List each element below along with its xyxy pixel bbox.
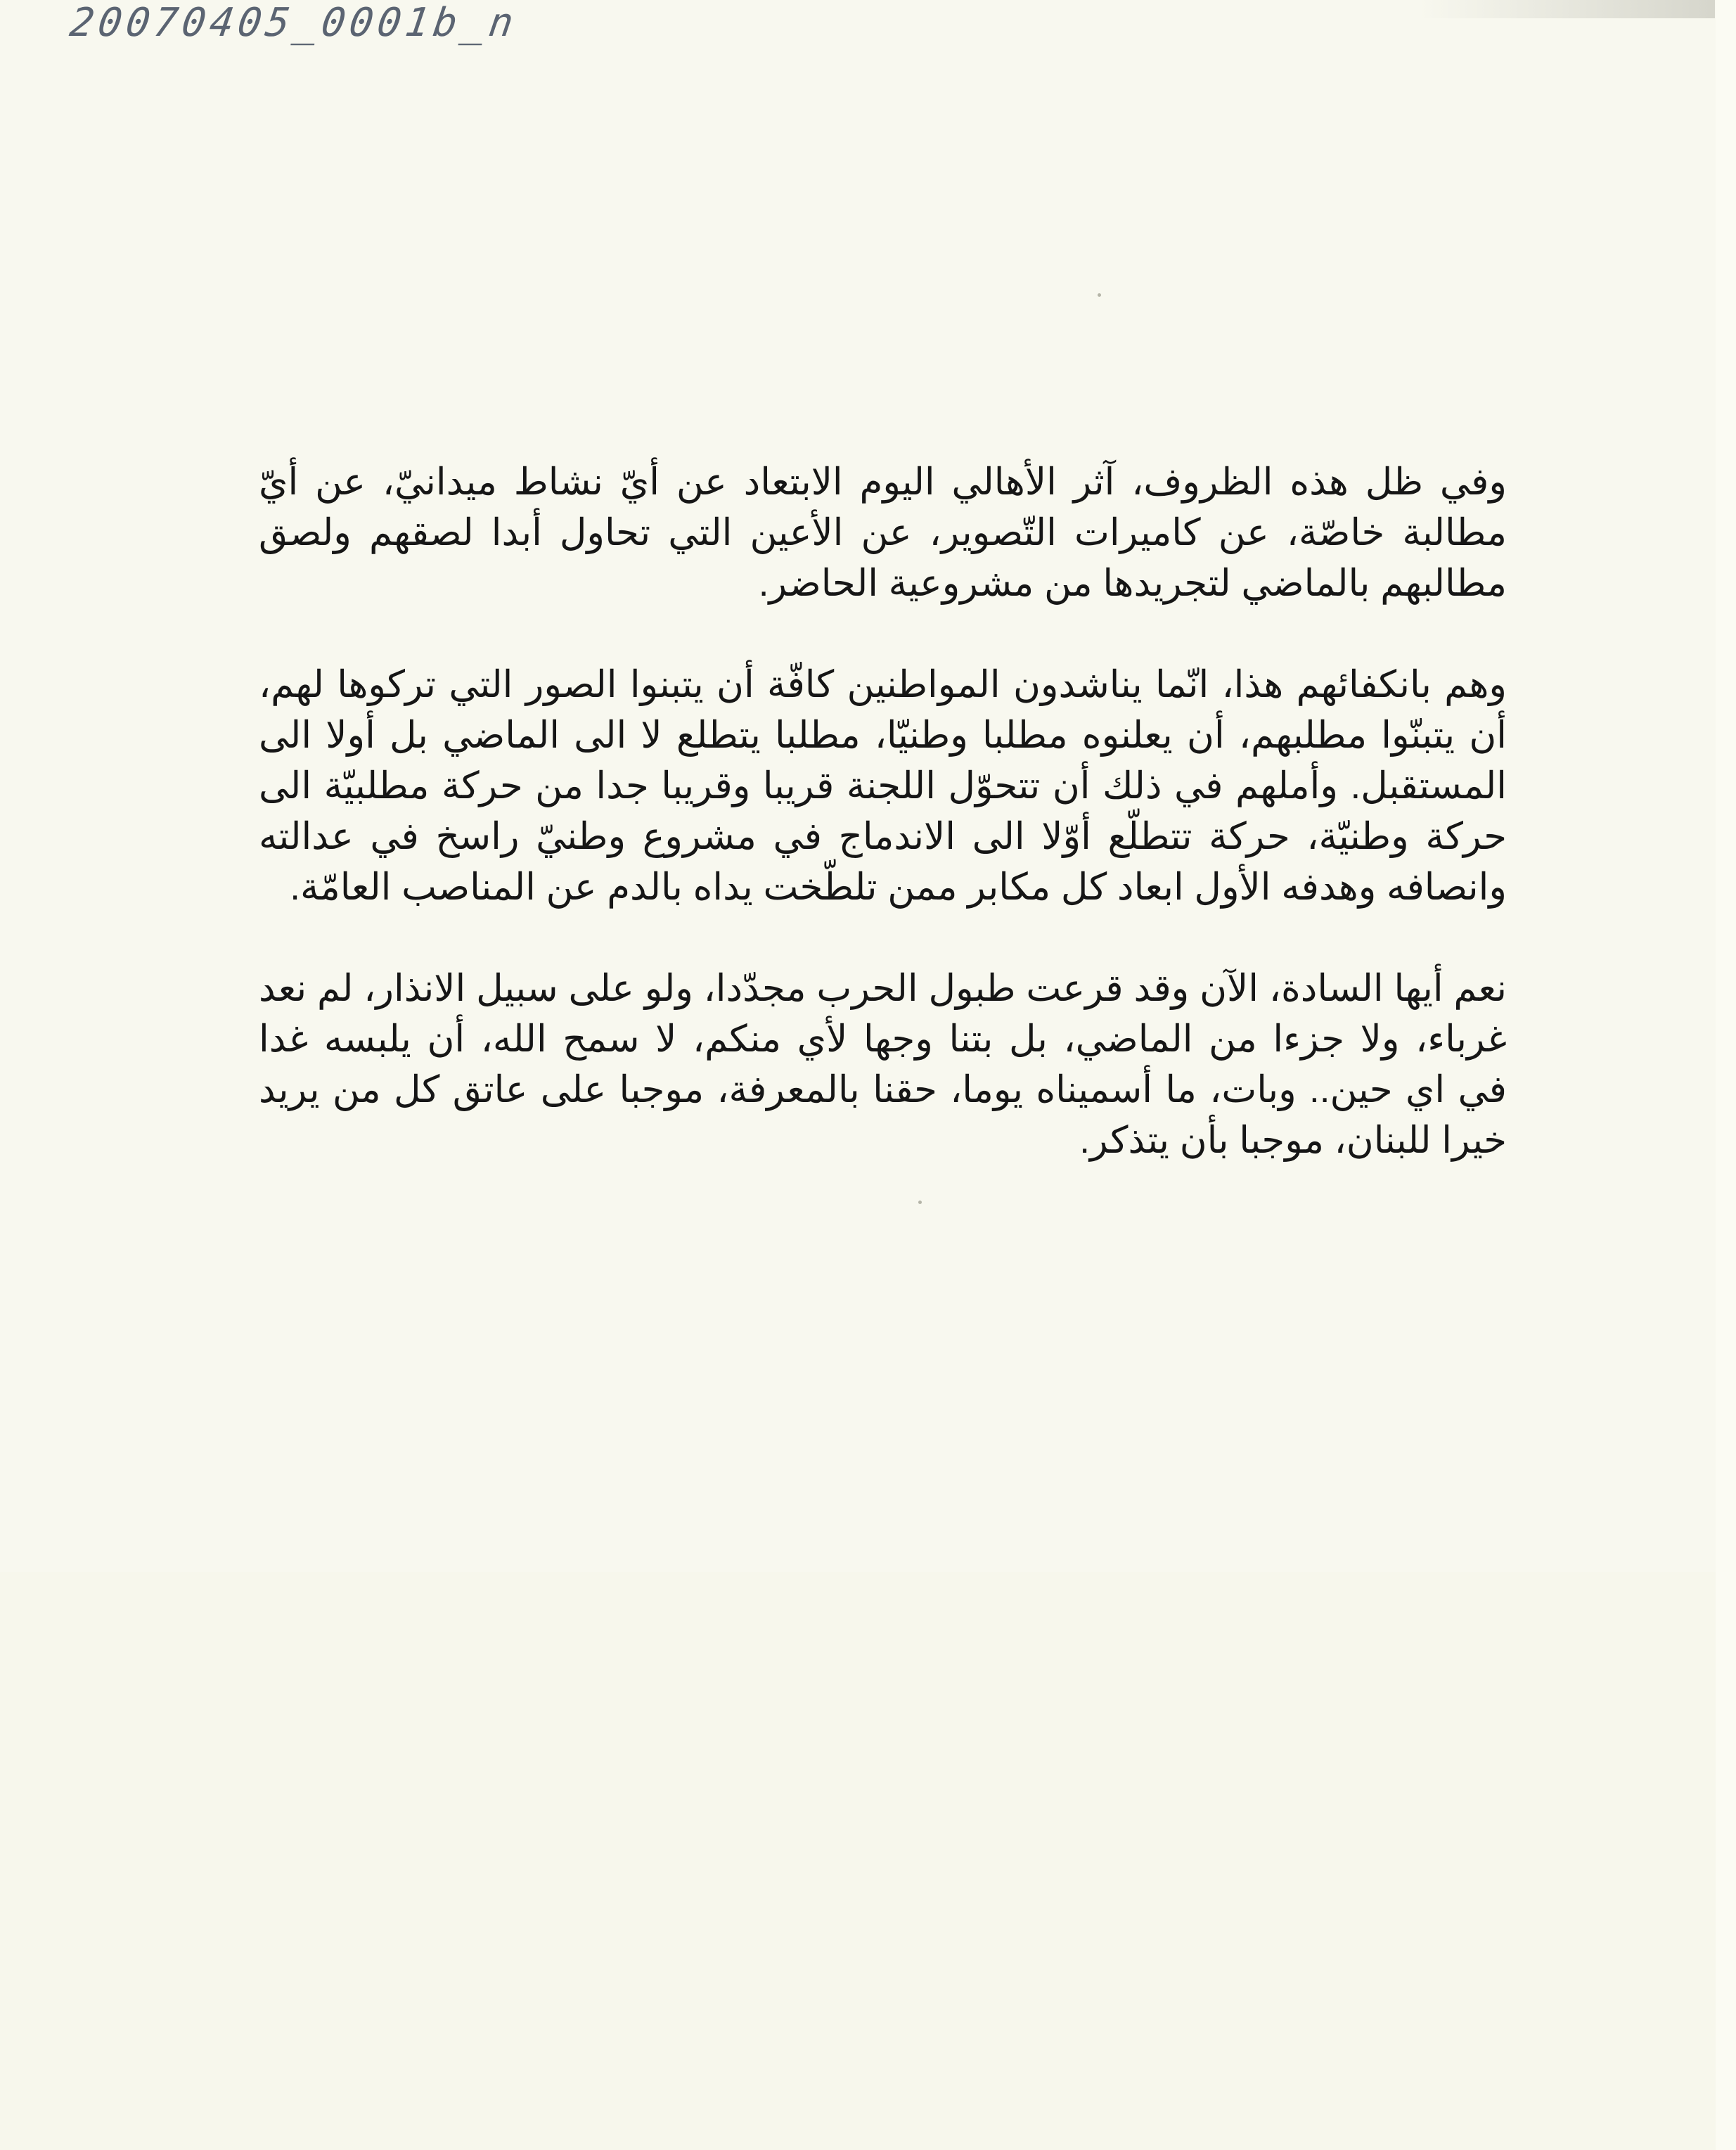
scan-corner-shadow: [1420, 0, 1715, 18]
text-line: أن يتبنّوا مطلبهم، أن يعلنوه مطلبا وطنيّا، مطلبا يتطلع لا الى الماضي بل أولا الى: [259, 715, 1507, 756]
text-line: خيرا للبنان، موجبا بأن يتذكر.: [1079, 1120, 1507, 1161]
arabic-text-body: [259, 457, 1507, 1217]
text-line: مطالبة خاصّة، عن كاميرات التّصوير، عن الأعين التي تحاول أبدا لصقهم ولصق: [259, 512, 1507, 554]
paragraph-1: [259, 457, 1507, 609]
scan-speck: [1098, 293, 1101, 297]
handwritten-document-id: 20070405_0001b_n: [67, 0, 521, 46]
paragraph-2: [259, 660, 1507, 913]
text-line: حركة وطنيّة، حركة تتطلّع أوّلا الى الاندماج في مشروع وطنيّ راسخ في عدالته: [259, 816, 1507, 857]
text-line: وفي ظل هذه الظروف، آثر الأهالي اليوم الابتعاد عن أيّ نشاط ميدانيّ، عن أيّ: [259, 461, 1507, 503]
text-line: وهم بانكفائهم هذا، انّما يناشدون المواطنين كافّة أن يتبنوا الصور التي تركوها لهم،: [259, 664, 1507, 705]
text-line: نعم أيها السادة، الآن وقد قرعت طبول الحرب مجدّدا، ولو على سبيل الانذار، لم نعد: [259, 968, 1507, 1009]
paragraph-3: [259, 964, 1507, 1166]
text-line: المستقبل. وأملهم في ذلك أن تتحوّل اللجنة قريبا وقريبا جدا من حركة مطلبيّة الى: [259, 765, 1507, 807]
text-line: غرباء، ولا جزءا من الماضي، بل بتنا وجها لأي منكم، لا سمح الله، أن يلبسه غدا: [259, 1018, 1507, 1060]
text-line: في اي حين.. وبات، ما أسميناه يوما، حقنا بالمعرفة، موجبا على عاتق كل من يريد: [259, 1069, 1507, 1111]
scan-edge: [1716, 0, 1736, 2150]
text-line: مطالبهم بالماضي لتجريدها من مشروعية الحاضر.: [758, 563, 1507, 604]
text-line: وانصافه وهدفه الأول ابعاد كل مكابر ممن تلطّخت يداه بالدم عن المناصب العامّة.: [290, 866, 1507, 908]
